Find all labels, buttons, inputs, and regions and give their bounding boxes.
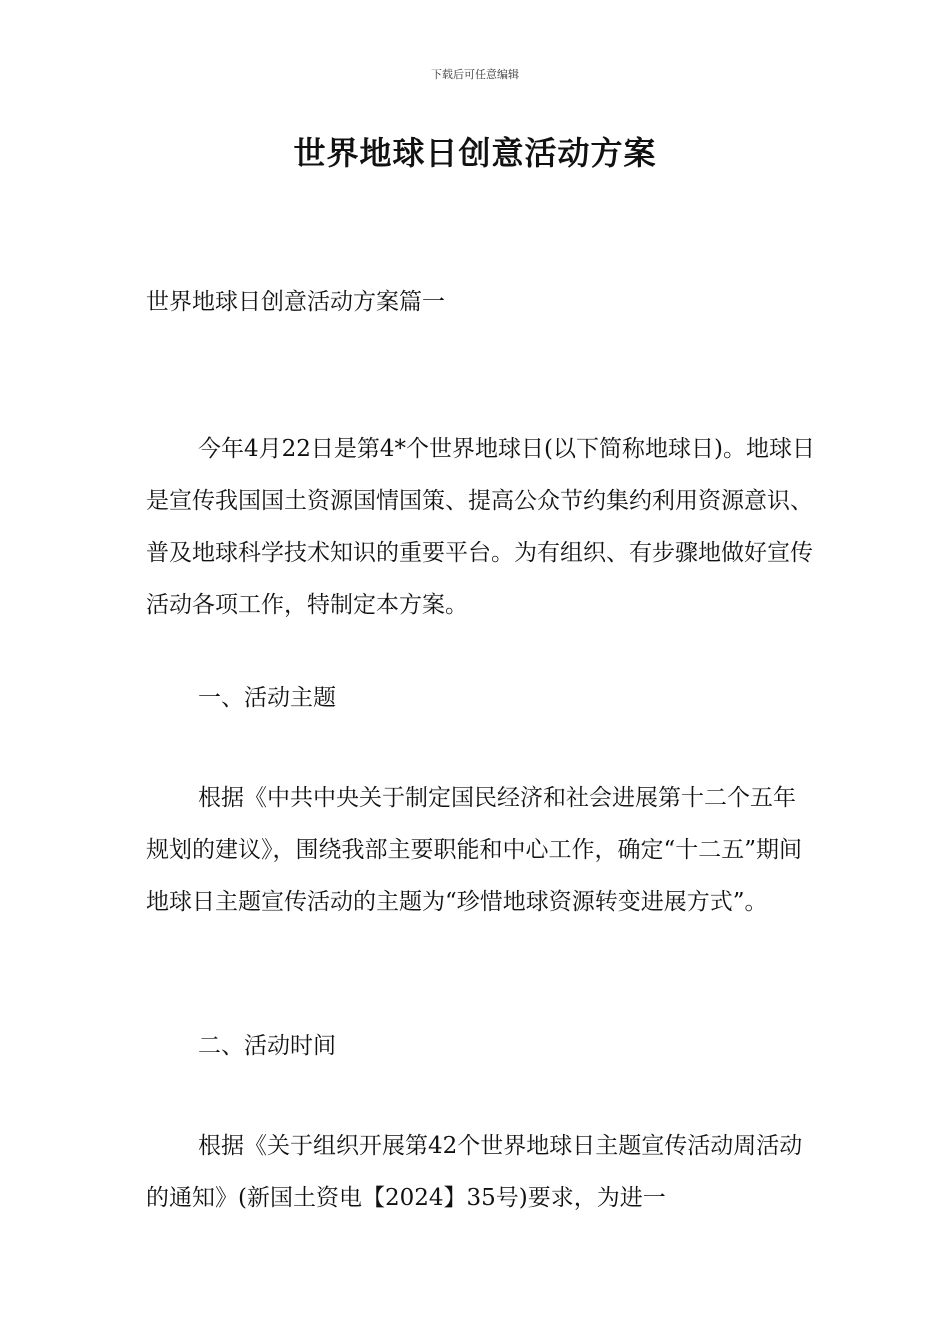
document-title: 世界地球日创意活动方案	[293, 134, 657, 172]
section-paragraph-time: 根据《关于组织开展第42个世界地球日主题宣传活动周活动的通知》(新国土资电【2024】35号)要求，为进一	[146, 1133, 803, 1211]
document-subtitle: 世界地球日创意活动方案篇一	[146, 289, 445, 315]
header-note: 下载后可任意编辑	[431, 68, 519, 81]
section-paragraph-theme: 根据《中共中央关于制定国民经济和社会进展第十二个五年规划的建议》，围绕我部主要职能和中心工作，确定“十二五”期间地球日主题宣传活动的主题为“珍惜地球资源转变进展方式”。	[146, 785, 803, 915]
intro-paragraph: 今年4月22日是第4*个世界地球日(以下简称地球日)。地球日是宣传我国国土资源国情国策、提高公众节约集约利用资源意识、普及地球科学技术知识的重要平台。为有组织、有步骤地做好宣传活动各项工作，特制定本方案。	[146, 436, 815, 618]
section-heading-time: 二、活动时间	[198, 1033, 336, 1059]
section-heading-theme: 一、活动主题	[198, 685, 336, 711]
